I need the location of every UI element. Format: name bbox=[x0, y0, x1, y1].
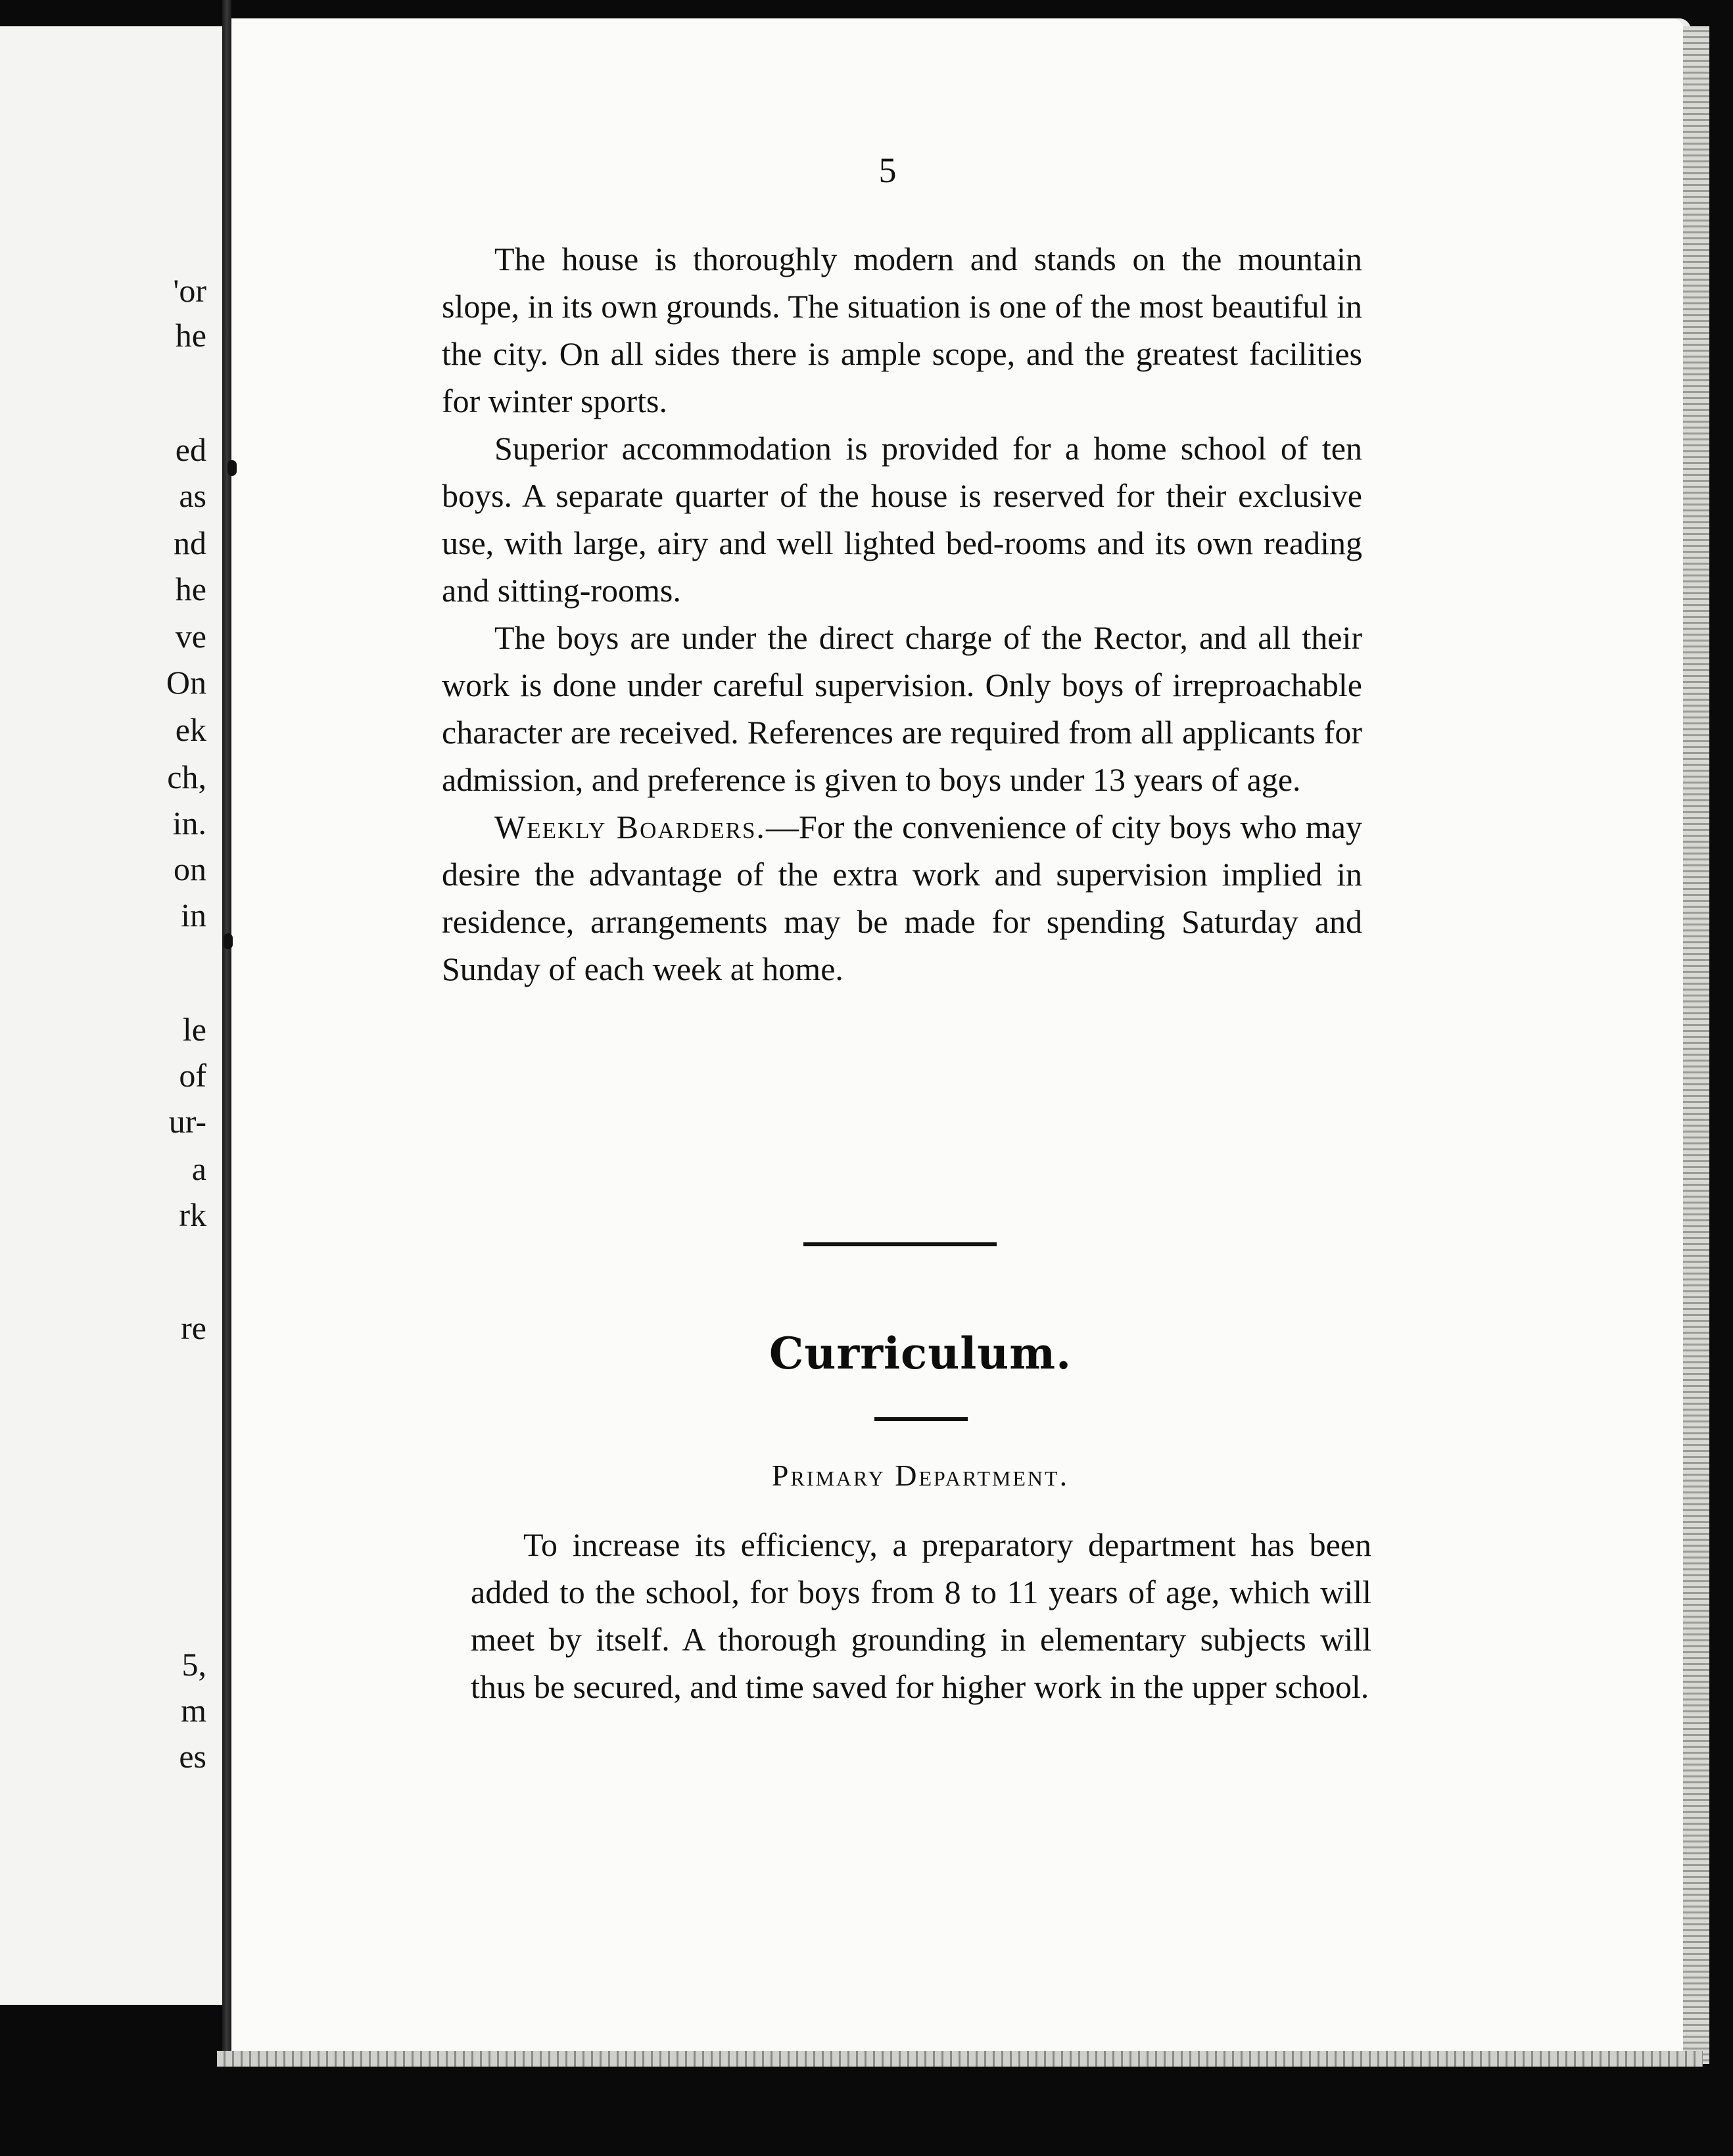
left-page-fragment: ve bbox=[175, 618, 206, 655]
paragraph-house: The house is thoroughly modern and stands on the mountain slope, in its own grounds. The situation is one of the most beautiful in the city. On all sides there is ample scope, and the greatest facilities for winter sports. bbox=[442, 241, 1362, 419]
left-page-fragment: he bbox=[175, 317, 206, 354]
title-underline bbox=[874, 1417, 968, 1421]
section-title: Curriculum. bbox=[769, 1328, 1072, 1379]
paragraph-supervision: The boys are under the direct charge of the Rector, and all their work is done under careful supervision. Only boys of irreproachable character are received. References are required from all applicants for admission, and preference is given to boys under 13 years of age. bbox=[442, 619, 1362, 798]
section-divider bbox=[803, 1242, 997, 1246]
left-page-fragment: re bbox=[181, 1309, 206, 1346]
stitch-hole bbox=[224, 933, 233, 949]
left-page-fragment: 'or bbox=[173, 272, 206, 309]
left-page-fragment: le bbox=[182, 1011, 206, 1048]
left-page-fragment: rk bbox=[179, 1196, 206, 1233]
paragraph-primary-department: To increase its efficiency, a preparatory department has been added to the school, for boys from 8 to 11 years of age, which will meet by itself. A thorough grounding in elementary subjects will thus be secured, and time saved for higher work in the upper school. bbox=[471, 1526, 1371, 1705]
left-page-fragment: es bbox=[179, 1738, 206, 1775]
page-bottom-edge bbox=[217, 2051, 1703, 2067]
left-page-fragment: nd bbox=[174, 525, 206, 561]
body-text bbox=[442, 235, 1362, 993]
weekly-boarders-heading: Weekly Boarders. bbox=[494, 808, 766, 845]
paragraph-accommodation: Superior accommodation is provided for a home school of ten boys. A separate quarter of the house is reserved for their exclusive use, with large, airy and well lighted bed-rooms and its own reading and sitting-rooms. bbox=[442, 430, 1362, 609]
left-page-fragment: on bbox=[174, 851, 206, 887]
left-page-fragment: m bbox=[181, 1692, 206, 1729]
left-page-fragment: ed bbox=[175, 431, 206, 468]
stitch-hole bbox=[227, 460, 237, 476]
left-page-fragment: On bbox=[166, 664, 206, 701]
left-page-fragment: 5, bbox=[181, 1646, 206, 1683]
left-page-fragment: ch, bbox=[167, 759, 206, 795]
curriculum-text-block bbox=[471, 1521, 1371, 1710]
left-page-fragment: a bbox=[191, 1150, 206, 1187]
page-edges bbox=[1683, 26, 1709, 2064]
left-page-fragment: of bbox=[179, 1057, 206, 1094]
left-page-fragment: as bbox=[179, 477, 206, 514]
left-page-fragment: ek bbox=[175, 711, 206, 748]
subheading: Primary Department. bbox=[771, 1459, 1070, 1492]
book-gutter bbox=[222, 0, 231, 2051]
page-number: 5 bbox=[878, 151, 897, 190]
left-page-fragment: ur- bbox=[168, 1103, 206, 1140]
left-page-fragment: he bbox=[175, 571, 206, 607]
paragraph-weekly-boarders bbox=[442, 803, 1362, 993]
left-page-fragment: in. bbox=[172, 805, 206, 841]
left-page-fragment: in bbox=[181, 897, 206, 933]
weekly-boarders-text: —For the convenience of city boys who may desire the advantage of the extra work and supervision implied in residence, arrangements may be made for spending Saturday and Sunday of each week at home. bbox=[442, 808, 1363, 987]
left-page bbox=[0, 26, 226, 2005]
